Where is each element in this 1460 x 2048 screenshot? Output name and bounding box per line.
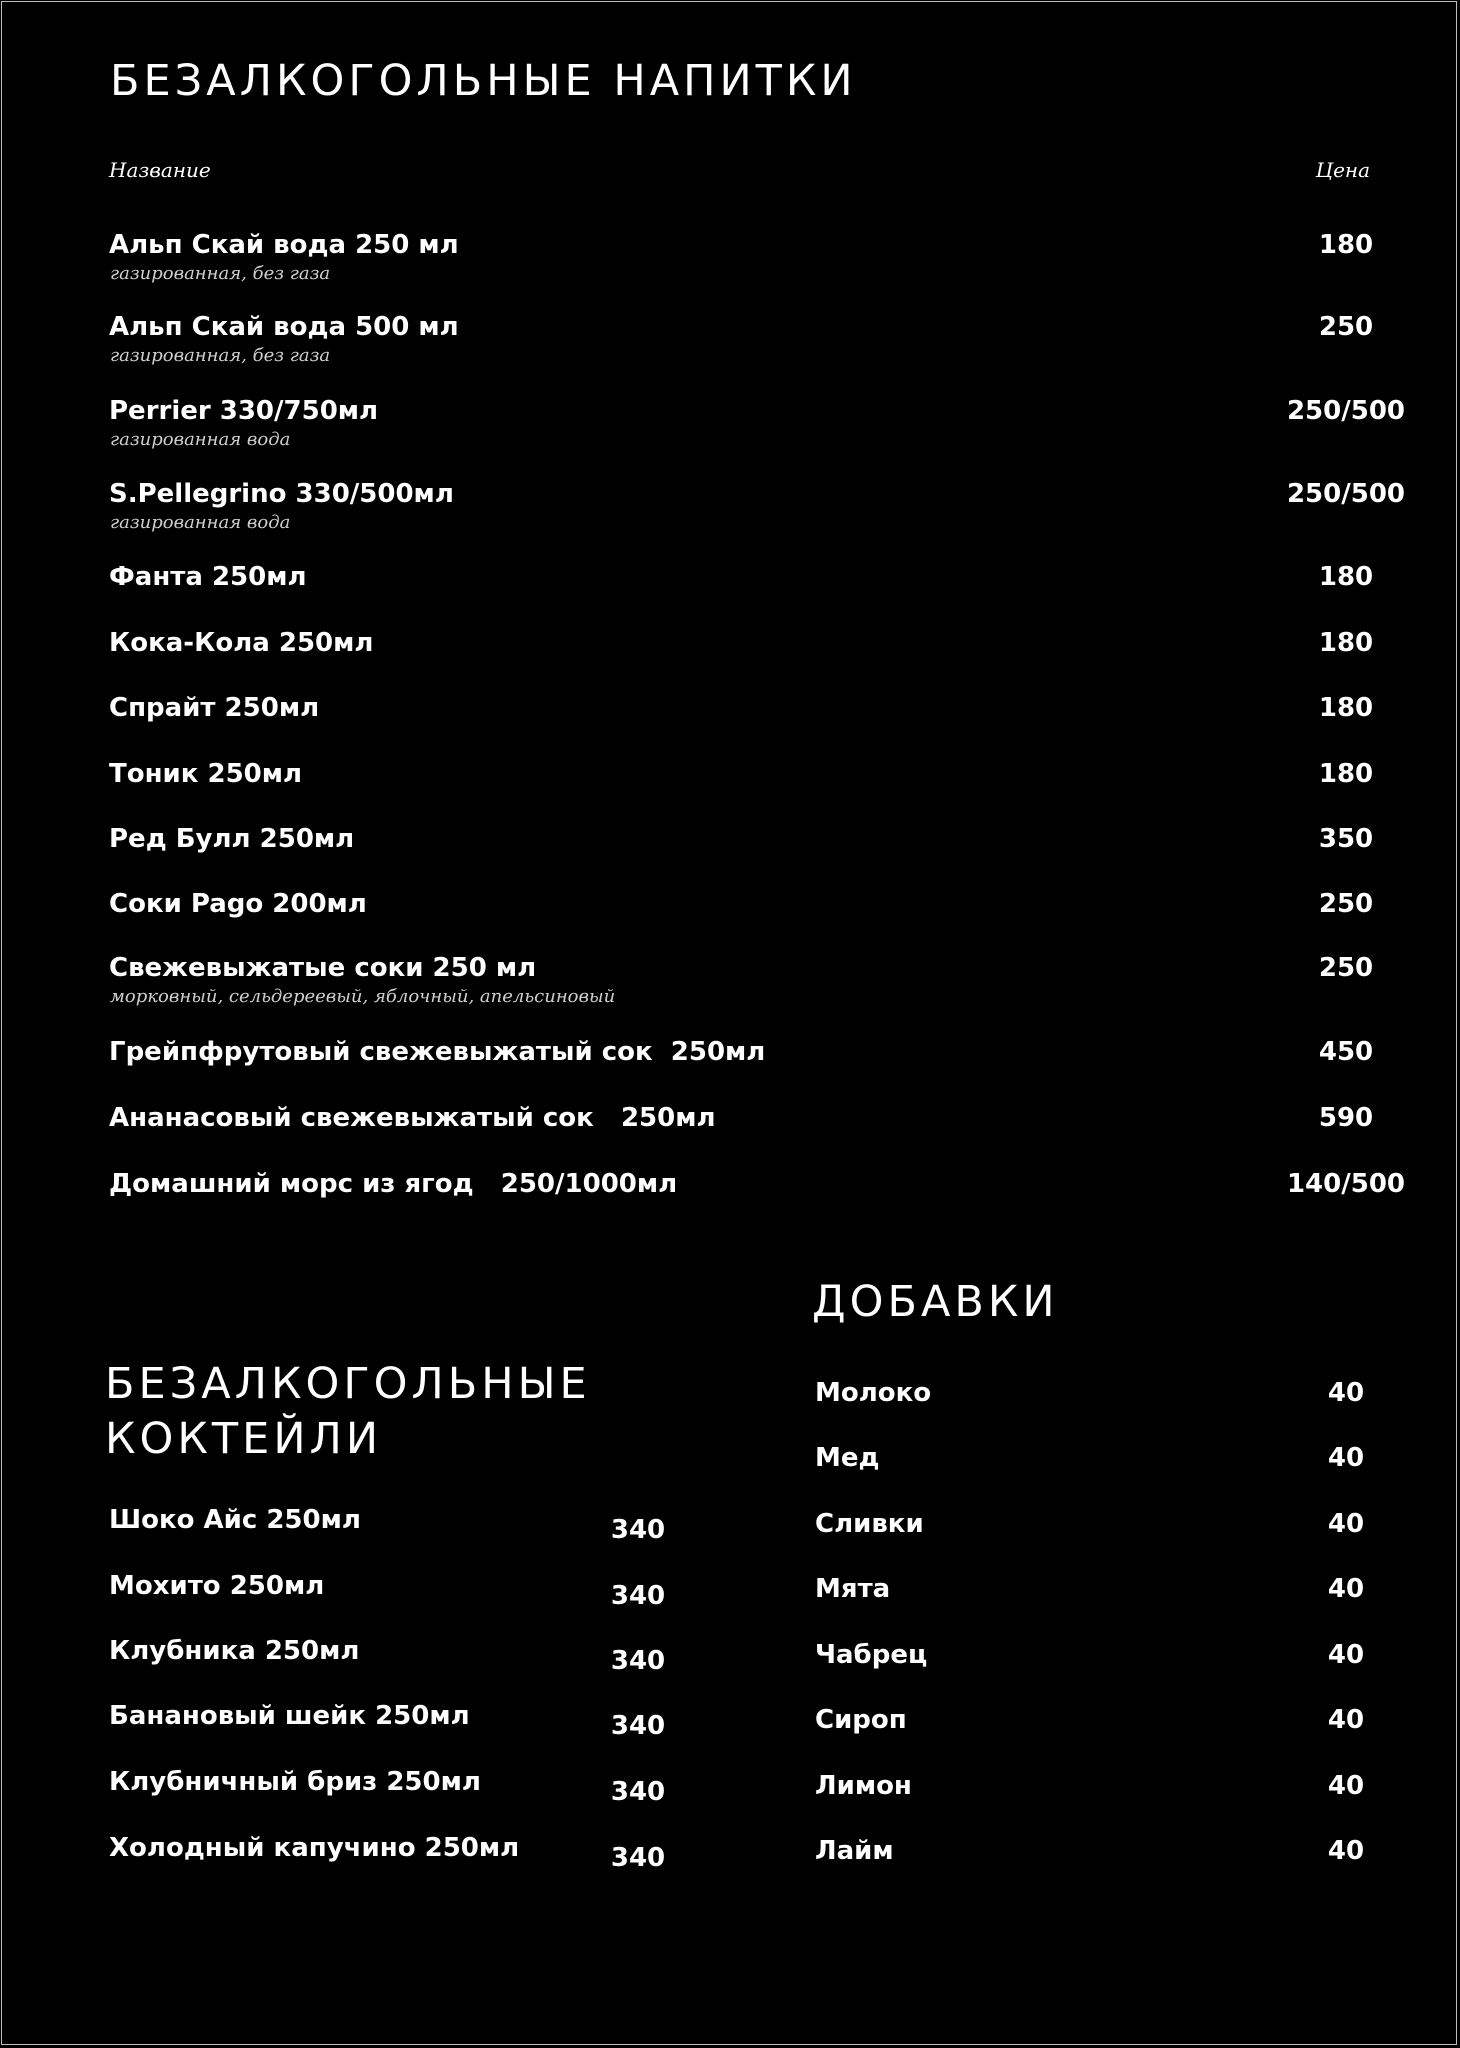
item-name: Мед xyxy=(815,1443,880,1473)
item-description: газированная вода xyxy=(110,512,291,533)
item-price: 180 xyxy=(1318,562,1374,592)
item-price: 340 xyxy=(610,1515,666,1545)
item-name: Альп Скай вода 250 мл xyxy=(109,230,459,260)
item-name: Perrier 330/750мл xyxy=(109,396,379,426)
item-price: 250 xyxy=(1318,953,1374,983)
item-name: Свежевыжатые соки 250 мл xyxy=(109,953,537,983)
item-name: Сливки xyxy=(815,1509,924,1539)
item-price: 590 xyxy=(1318,1103,1374,1133)
item-price: 40 xyxy=(1327,1836,1365,1866)
item-price: 340 xyxy=(610,1777,666,1807)
item-price: 180 xyxy=(1318,230,1374,260)
item-price: 250 xyxy=(1318,889,1374,919)
item-name: Мохито 250мл xyxy=(109,1571,325,1601)
item-price: 250/500 xyxy=(1286,396,1406,426)
item-name: Банановый шейк 250мл xyxy=(109,1701,470,1731)
item-price: 40 xyxy=(1327,1378,1365,1408)
item-name: Фанта 250мл xyxy=(109,562,307,592)
cocktails-title-line1: БЕЗАЛКОГОЛЬНЫЕ xyxy=(105,1359,591,1409)
addons-section-title: ДОБАВКИ xyxy=(812,1277,1059,1327)
item-description: газированная, без газа xyxy=(110,263,331,284)
item-name: Тоник 250мл xyxy=(109,759,303,789)
menu-page xyxy=(1,1,1457,2045)
item-name: Кока-Кола 250мл xyxy=(109,628,374,658)
item-price: 340 xyxy=(610,1711,666,1741)
item-price: 40 xyxy=(1327,1574,1365,1604)
item-price: 40 xyxy=(1327,1443,1365,1473)
item-name: Лимон xyxy=(815,1771,912,1801)
cocktails-title-line2: КОКТЕЙЛИ xyxy=(105,1414,383,1464)
item-price: 40 xyxy=(1327,1640,1365,1670)
item-description: газированная вода xyxy=(110,429,291,450)
item-name: Спрайт 250мл xyxy=(109,693,320,723)
item-name: Холодный капучино 250мл xyxy=(109,1833,520,1863)
item-price: 340 xyxy=(610,1843,666,1873)
item-name: Домашний морс из ягод 250/1000мл xyxy=(109,1169,678,1199)
item-name: S.Pellegrino 330/500мл xyxy=(109,479,454,509)
item-price: 40 xyxy=(1327,1771,1365,1801)
item-price: 340 xyxy=(610,1646,666,1676)
item-description: морковный, сельдереевый, яблочный, апельсиновый xyxy=(110,986,616,1007)
item-name: Клубничный бриз 250мл xyxy=(109,1767,481,1797)
drinks-section-title: БЕЗАЛКОГОЛЬНЫЕ НАПИТКИ xyxy=(110,56,857,106)
column-header-name: Название xyxy=(109,158,211,182)
item-name: Чабрец xyxy=(815,1640,928,1670)
item-description: газированная, без газа xyxy=(110,345,331,366)
item-price: 180 xyxy=(1318,759,1374,789)
item-name: Мята xyxy=(815,1574,891,1604)
item-name: Ананасовый свежевыжатый сок 250мл xyxy=(109,1103,716,1133)
item-name: Альп Скай вода 500 мл xyxy=(109,312,459,342)
item-name: Молоко xyxy=(815,1378,932,1408)
item-price: 340 xyxy=(610,1581,666,1611)
item-price: 140/500 xyxy=(1286,1169,1406,1199)
item-price: 40 xyxy=(1327,1509,1365,1539)
item-price: 180 xyxy=(1318,628,1374,658)
column-header-price: Цена xyxy=(1315,158,1370,182)
item-name: Соки Pago 200мл xyxy=(109,889,367,919)
item-price: 350 xyxy=(1318,824,1374,854)
item-price: 250 xyxy=(1318,312,1374,342)
item-name: Шоко Айс 250мл xyxy=(109,1505,361,1535)
item-name: Лайм xyxy=(815,1836,894,1866)
item-name: Сироп xyxy=(815,1705,907,1735)
item-name: Грейпфрутовый свежевыжатый сок 250мл xyxy=(109,1037,766,1067)
item-name: Ред Булл 250мл xyxy=(109,824,355,854)
item-price: 250/500 xyxy=(1286,479,1406,509)
cocktails-section-title xyxy=(105,1357,591,1467)
item-price: 40 xyxy=(1327,1705,1365,1735)
item-price: 450 xyxy=(1318,1037,1374,1067)
item-name: Клубника 250мл xyxy=(109,1636,360,1666)
item-price: 180 xyxy=(1318,693,1374,723)
